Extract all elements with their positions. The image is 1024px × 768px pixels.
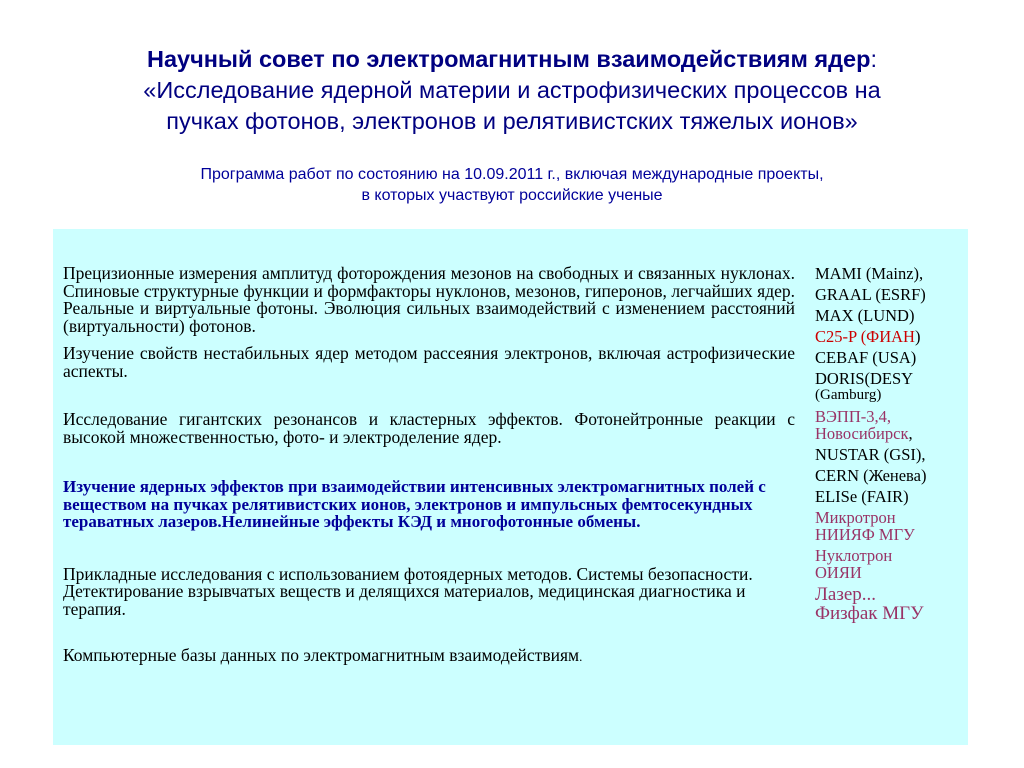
slide-title: [40, 44, 984, 137]
facility-cebaf: CEBAF (USA): [815, 348, 917, 367]
facility-doris: DORIS(DESY: [815, 369, 914, 388]
facility-max: MAX (LUND): [815, 306, 915, 325]
facility-graal: GRAAL (ESRF): [815, 285, 926, 304]
topic-intense-fields: Изучение ядерных эффектов при взаимодействии интенсивных электромагнитных полей с веществом на пучках релятивистских ионов, электронов и импульсных фемтосекундных тераватных лазеров.Нелинейные эффекты КЭД и многофотонные обмены.: [63, 477, 766, 531]
facility-nuklotron: Нуклотрон: [815, 546, 893, 565]
facility-c25p-paren: ): [914, 327, 921, 346]
content-panel: [53, 229, 968, 745]
subtitle-line-1: Программа работ по состоянию на 10.09.2011 г., включая международные проекты,: [200, 166, 824, 183]
facility-nuklotron-location: ОИЯИ: [815, 563, 862, 582]
topic-meson-photoproduction: Прецизионные измерения амплитуд фоторождения мезонов на свободных и связанных нуклонах. Спиновые структурные функции и формфакторы нуклонов, мезонов, гиперонов, легчайших ядер. Реальные и виртуальные фотоны. Эволюция сильных взаимодействий с изменением расстояний (виртуальности) фотонов.: [63, 263, 795, 336]
subtitle-line-2: в которых участвуют российские ученые: [361, 187, 663, 204]
facilities-list: [815, 265, 965, 623]
title-main: Научный совет по электромагнитным взаимодействиям ядер: [146, 46, 871, 72]
topic-unstable-nuclei: Изучение свойств нестабильных ядер методом рассеяния электронов, включая астрофизические аспекты.: [63, 343, 795, 381]
facility-c25p: [815, 328, 965, 345]
facility-vepp-comma: ,: [908, 424, 913, 443]
topic-databases-period: .: [579, 649, 583, 664]
facility-vepp: ВЭПП-3,4,: [815, 407, 891, 426]
facility-mikrotron-location: НИИЯФ МГУ: [815, 525, 915, 544]
facility-doris-location: (Gamburg): [815, 387, 882, 403]
title-line-3: пучках фотонов, электронов и релятивистских тяжелых ионов»: [166, 108, 858, 134]
title-line-2: «Исследование ядерной материи и астрофизических процессов на: [143, 77, 881, 103]
facility-elise: ELISe (FAIR): [815, 487, 909, 506]
research-topics: [63, 265, 795, 666]
topic-databases: [63, 647, 795, 666]
topic-databases-text: Компьютерные базы данных по электромагнитным взаимодействиям: [63, 645, 580, 665]
facility-laser: Лазер...: [815, 584, 877, 605]
facility-nustar: NUSTAR (GSI),: [815, 445, 926, 464]
facility-mikrotron: Микротрон: [815, 508, 896, 527]
topic-applied-research: Прикладные исследования с использованием фотоядерных методов. Системы безопасности. Детектирование взрывчатых веществ и делящихся материалов, медицинская диагностика и терапия.: [63, 563, 753, 619]
slide-subtitle: [40, 164, 984, 206]
facility-mami: MAMI (Mainz),: [815, 264, 924, 283]
facility-vepp-city: Новосибирск: [815, 424, 909, 443]
facility-vepp-location: [815, 425, 965, 442]
title-colon: :: [870, 46, 877, 72]
topic-giant-resonances: Исследование гигантских резонансов и кластерных эффектов. Фотонейтронные реакции с высокой множественностью, фото- и электроделение ядер.: [63, 409, 795, 447]
facility-c25p-name: C25-P (ФИАН: [815, 327, 915, 346]
facility-laser-location: Физфак МГУ: [815, 603, 924, 624]
facility-cern: CERN (Женева): [815, 466, 927, 485]
